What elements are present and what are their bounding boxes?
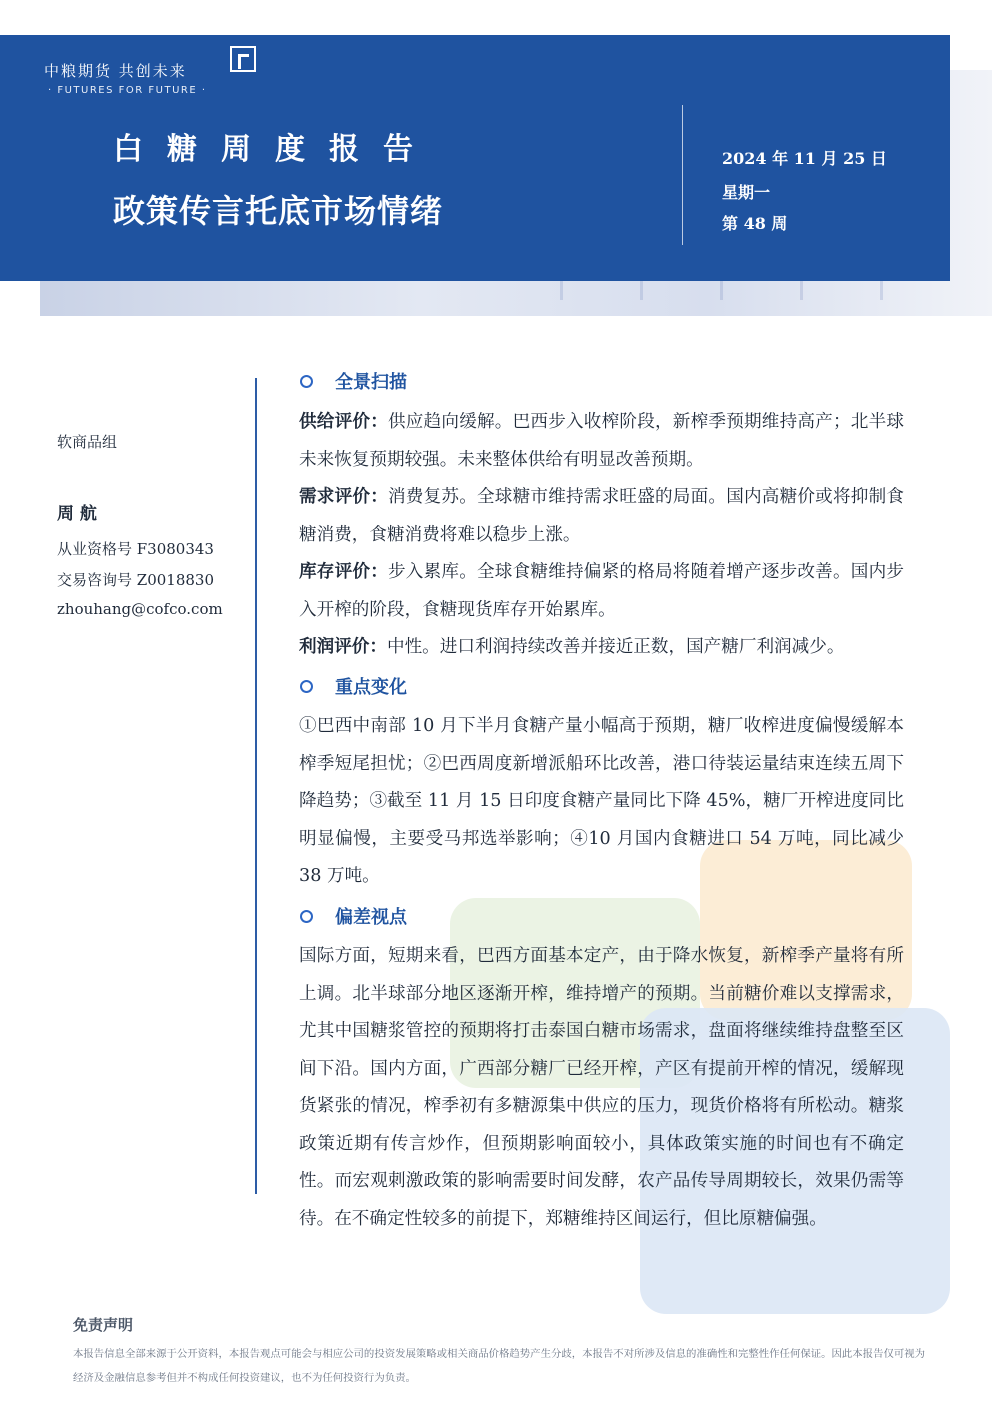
report-week: 第 48 周 — [722, 214, 788, 233]
logo-text: 中粮期货 共创未来 — [44, 62, 187, 80]
disclaimer-text: 本报告信息全部来源于公开资料，本报告观点可能会与相应公司的投资发展策略或相关商品价格趋势产生分歧，本报告不对所涉及信息的准确性和完整性作任何保证。因此本报告仅可视为经济及金融信息参考但并不构成任何投资建议，也不为任何投资行为负责。 — [73, 1348, 926, 1384]
profit-label: 利润评价： — [299, 636, 387, 657]
analyst-email[interactable]: zhouhang@cofco.com — [57, 600, 223, 618]
logo-mark-icon — [230, 46, 256, 72]
header-divider — [682, 105, 683, 245]
bullet-circle-icon — [300, 375, 313, 388]
analyst-group: 软商品组 — [57, 433, 118, 451]
supply-text: 供应趋向缓解。巴西步入收榨阶段，新榨季预期维持高产；北半球未来恢复预期较强。未来整体供给有明显改善预期。 — [299, 412, 904, 470]
deviation-view-text: 国际方面，短期来看，巴西方面基本定产，由于降水恢复，新榨季产量将有所上调。北半球部分地区逐渐开榨，维持增产的预期。当前糖价难以支撑需求，尤其中国糖浆管控的预期将打击泰国白糖市场需求，盘面将继续维持盘整至区间下沿。国内方面，广西部分糖厂已经开榨，产区有提前开榨的情况，缓解现货紧张的情况，榨季初有多糖源集中供应的压力，现货价格将有所松动。糖浆政策近期有传言炒作，但预期影响面较小，具体政策实施的时间也有不确定性。而宏观刺激政策的影响需要时间发酵，农产品传导周期较长，效果仍需等待。在不确定性较多的前提下，郑糖维持区间运行，但比原糖偏强。 — [299, 946, 904, 1229]
inventory-evaluation — [299, 553, 904, 629]
sidebar-divider — [255, 378, 257, 1194]
logo-slogan: · FUTURES FOR FUTURE · — [48, 85, 207, 96]
report-date: 2024 年 11 月 25 日 — [722, 149, 887, 168]
demand-label: 需求评价： — [299, 486, 388, 507]
section-changes-title: 重点变化 — [335, 677, 407, 698]
consulting-number: 交易咨询号 Z0018830 — [57, 571, 214, 589]
report-title: 白糖周度报告 — [113, 132, 437, 167]
inventory-label: 库存评价： — [299, 561, 388, 582]
key-changes-text: ①巴西中南部 10 月下半月食糖产量小幅高于预期，糖厂收榨进度偏慢缓解本榨季短尾担忧；②巴西周度新增派船环比改善，港口待装运量结束连续五周下降趋势；③截至 11 月 15 日印度食糖产量同比下降 45%，糖厂开榨进度同比明显偏慢，主要受马邦选举影响；④10 月国内食糖进口 54 万吨，同比减少 38 万吨。 — [299, 716, 904, 886]
supply-evaluation — [299, 403, 904, 479]
disclaimer-title: 免责声明 — [73, 1316, 134, 1334]
profit-text: 中性。进口利润持续改善并接近正数，国产糖厂利润减少。 — [386, 637, 845, 657]
bullet-circle-icon — [300, 910, 313, 923]
section-overview-title: 全景扫描 — [335, 372, 407, 393]
section-overview-heading — [300, 368, 407, 394]
section-view-title: 偏差视点 — [335, 907, 407, 928]
qualification-number: 从业资格号 F3080343 — [57, 540, 214, 558]
section-changes-heading — [300, 673, 407, 699]
demand-text: 消费复苏。全球糖市维持需求旺盛的局面。国内高糖价或将抑制食糖消费，食糖消费将难以稳步上涨。 — [299, 487, 904, 545]
analyst-name: 周 航 — [57, 504, 97, 524]
report-subtitle: 政策传言托底市场情绪 — [113, 192, 444, 230]
supply-label: 供给评价： — [299, 411, 388, 432]
profit-evaluation — [299, 628, 904, 667]
report-weekday: 星期一 — [722, 183, 771, 202]
inventory-text: 步入累库。全球食糖维持偏紧的格局将随着增产逐步改善。国内步入开榨的阶段，食糖现货库存开始累库。 — [299, 562, 904, 620]
section-view-heading — [300, 903, 407, 929]
demand-evaluation — [299, 478, 904, 554]
bullet-circle-icon — [300, 680, 313, 693]
